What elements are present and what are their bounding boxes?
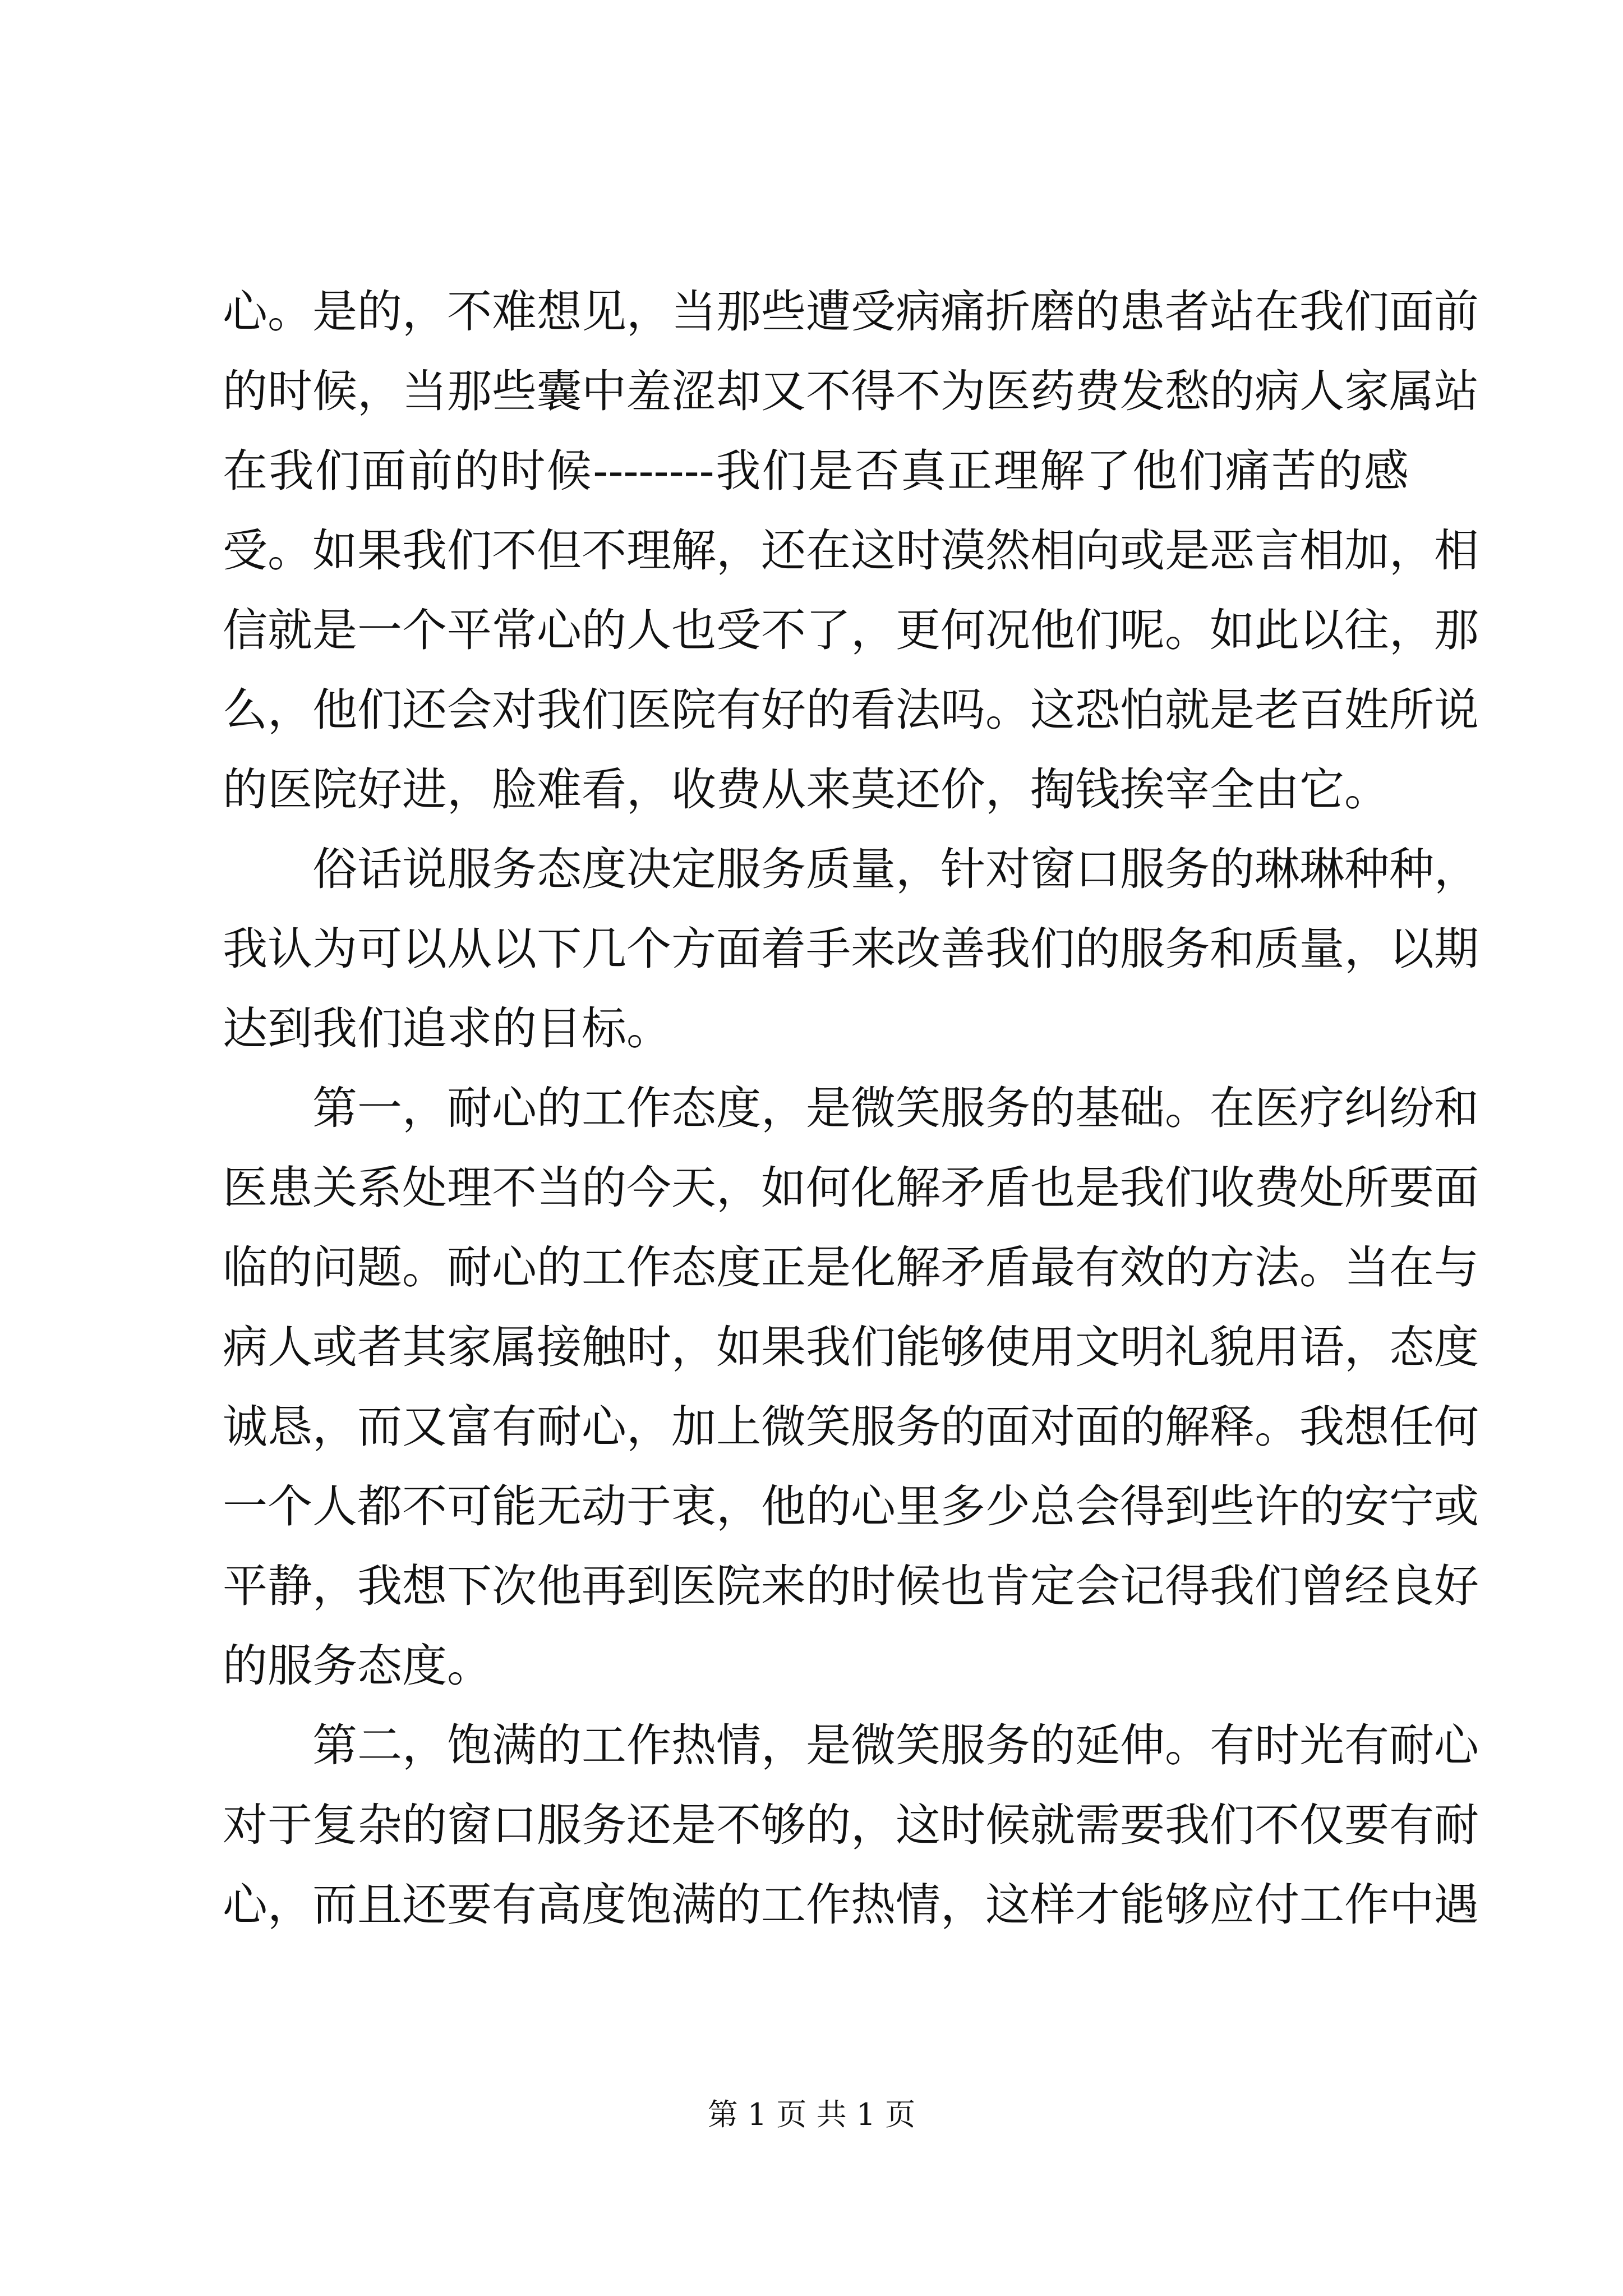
text-line: 第一，耐心的工作态度，是微笑服务的基础。在医疗纠纷和 bbox=[312, 1082, 1479, 1134]
text-line: 平静，我想下次他再到医院来的时候也肯定会记得我们曾经良好 bbox=[223, 1560, 1479, 1612]
text-line: 的医院好进，脸难看，收费从来莫还价，掏钱挨宰全由它。 bbox=[223, 763, 1389, 816]
text-line: 临的问题。耐心的工作态度正是化解矛盾最有效的方法。当在与 bbox=[223, 1241, 1479, 1294]
text-line: 的时候，当那些囊中羞涩却又不得不为医药费发愁的病人家属站 bbox=[223, 365, 1479, 417]
document-body bbox=[223, 272, 1479, 1945]
page-footer: 第 1 页 共 1 页 bbox=[707, 2097, 916, 2132]
text-line: 病人或者其家属接触时，如果我们能够使用文明礼貌用语，态度 bbox=[223, 1321, 1479, 1373]
text-line: 的服务态度。 bbox=[223, 1640, 492, 1692]
text-line: 对于复杂的窗口服务还是不够的，这时候就需要我们不仅要有耐 bbox=[223, 1799, 1479, 1851]
text-line: 一个人都不可能无动于衷，他的心里多少总会得到些许的安宁或 bbox=[223, 1480, 1479, 1533]
text-line: 第二，饱满的工作热情，是微笑服务的延伸。有时光有耐心 bbox=[312, 1719, 1479, 1772]
text-line: 医患关系处理不当的今天，如何化解矛盾也是我们收费处所要面 bbox=[223, 1162, 1479, 1214]
text-line: 在我们面前的时候--------我们是否真正理解了他们痛苦的感 bbox=[223, 445, 1409, 497]
text-line: 心。是的，不难想见，当那些遭受病痛折磨的患者站在我们面前 bbox=[223, 286, 1479, 338]
text-line: 信就是一个平常心的人也受不了，更何况他们呢。如此以往，那 bbox=[223, 604, 1479, 656]
text-line: 受。如果我们不但不理解，还在这时漠然相向或是恶言相加，相 bbox=[223, 524, 1479, 577]
text-line: 心，而且还要有高度饱满的工作热情，这样才能够应付工作中遇 bbox=[223, 1879, 1479, 1931]
text-line: 俗话说服务态度决定服务质量，针对窗口服务的琳琳种种， bbox=[312, 843, 1479, 895]
text-line: 么，他们还会对我们医院有好的看法吗。这恐怕就是老百姓所说 bbox=[223, 684, 1479, 736]
text-line: 达到我们追求的目标。 bbox=[223, 1002, 671, 1055]
text-line: 诚恳，而又富有耐心，加上微笑服务的面对面的解释。我想任何 bbox=[223, 1401, 1479, 1453]
text-line: 我认为可以从以下几个方面着手来改善我们的服务和质量，以期 bbox=[223, 923, 1479, 975]
